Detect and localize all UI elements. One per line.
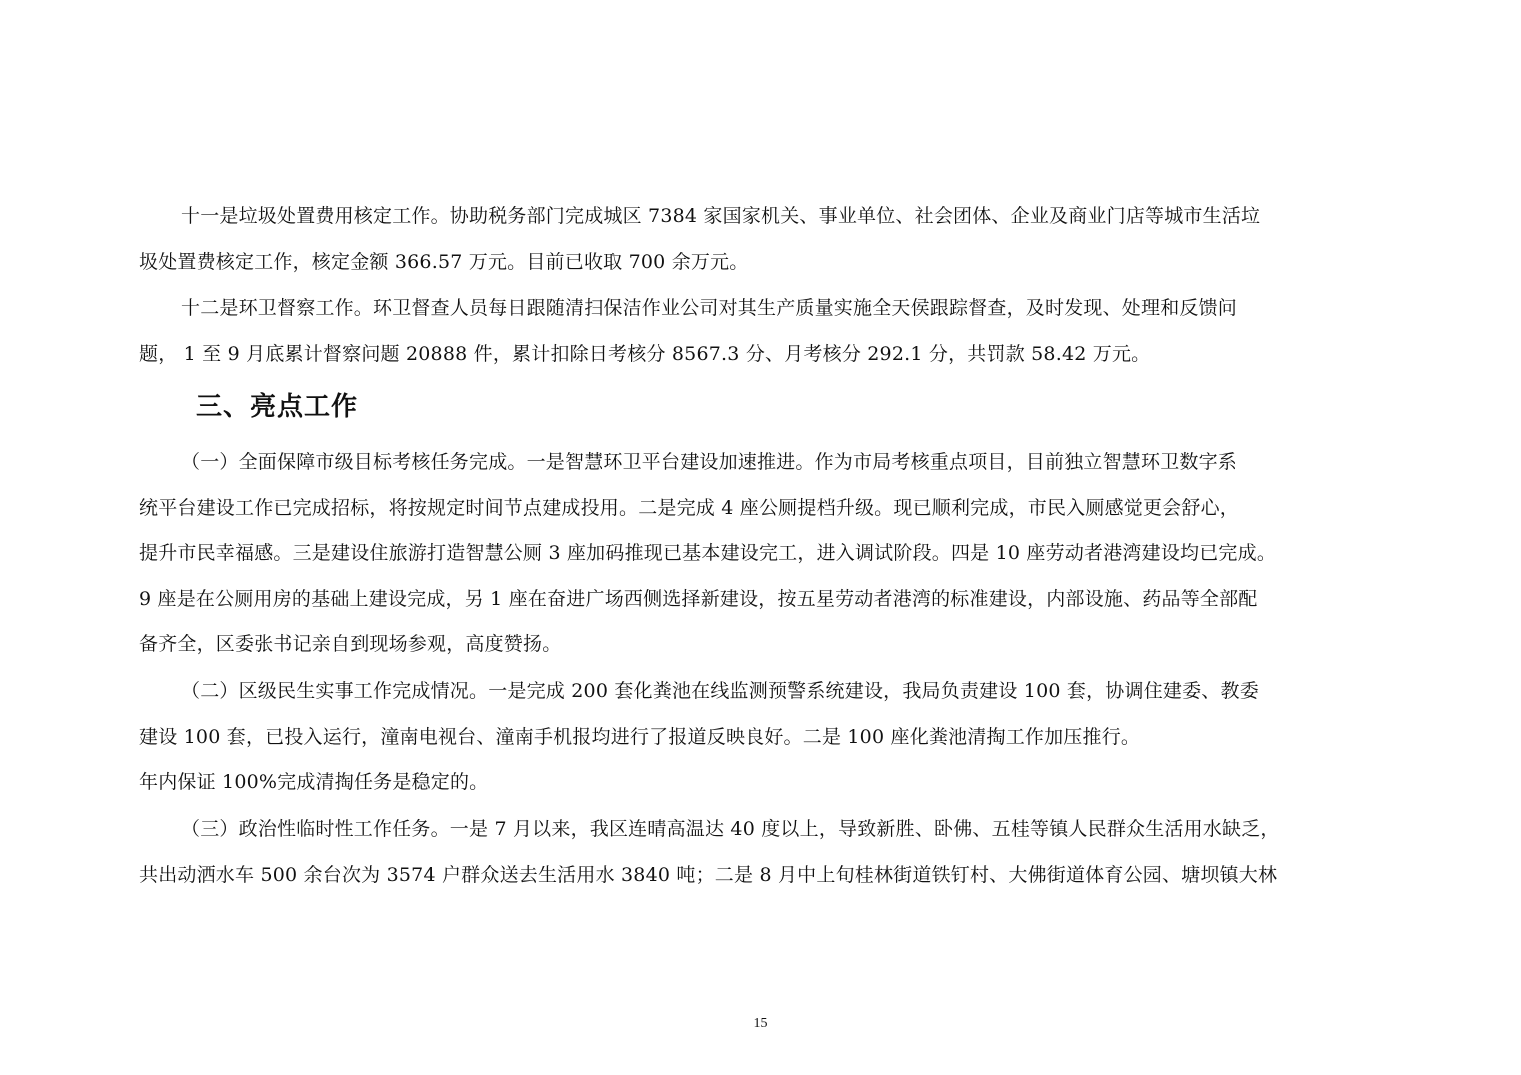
highlight-3-line-1: （三）政治性临时性工作任务。一是 7 月以来，我区连晴高温达 40 度以上，导致新胜、卧佛、五桂等镇人民群众生活用水缺乏， bbox=[181, 818, 1280, 840]
highlight-3-line-2: 共出动洒水车 500 余台次为 3574 户群众送去生活用水 3840 吨；二是 8 月中上旬桂林街道铁钉村、大佛街道体育公园、塘坝镇大林 bbox=[139, 864, 1278, 886]
highlight-2-line-3: 年内保证 100%完成清掏任务是稳定的。 bbox=[139, 771, 489, 793]
paragraph-12-line-1: 十二是环卫督察工作。环卫督查人员每日跟随清扫保洁作业公司对其生产质量实施全天侯跟踪督查，及时发现、处理和反馈问 bbox=[181, 297, 1238, 319]
highlight-1-line-5: 备齐全，区委张书记亲自到现场参观，高度赞扬。 bbox=[139, 633, 562, 655]
highlight-1-line-3: 提升市民幸福感。三是建设住旅游打造智慧公厕 3 座加码推现已基本建设完工，进入调试阶段。四是 10 座劳动者港湾建设均已完成。 bbox=[139, 542, 1277, 564]
highlight-1-line-4: 9 座是在公厕用房的基础上建设完成，另 1 座在奋进广场西侧选择新建设，按五星劳动者港湾的标准建设，内部设施、药品等全部配 bbox=[139, 588, 1258, 610]
paragraph-11-line-1: 十一是垃圾处置费用核定工作。协助税务部门完成城区 7384 家国家机关、事业单位、社会团体、企业及商业门店等城市生活垃 bbox=[181, 205, 1261, 227]
highlight-1-line-1: （一）全面保障市级目标考核任务完成。一是智慧环卫平台建设加速推进。作为市局考核重点项目，目前独立智慧环卫数字系 bbox=[181, 451, 1238, 473]
highlight-1-line-2: 统平台建设工作已完成招标，将按规定时间节点建成投用。二是完成 4 座公厕提档升级。现已顺利完成，市民入厕感觉更会舒心， bbox=[139, 497, 1239, 519]
highlight-2-line-2: 建设 100 套，已投入运行，潼南电视台、潼南手机报均进行了报道反映良好。二是 100 座化粪池清掏工作加压推行。 bbox=[139, 726, 1141, 748]
highlight-2-line-1: （二）区级民生实事工作完成情况。一是完成 200 套化粪池在线监测预警系统建设，我局负责建设 100 套，协调住建委、教委 bbox=[181, 680, 1259, 702]
paragraph-12-line-2: 题， 1 至 9 月底累计督察问题 20888 件，累计扣除日考核分 8567.3 分、月考核分 292.1 分，共罚款 58.42 万元。 bbox=[139, 343, 1151, 365]
section-heading: 三、亮点工作 bbox=[196, 392, 359, 422]
paragraph-11-line-2: 圾处置费核定工作，核定金额 366.57 万元。目前已收取 700 余万元。 bbox=[139, 251, 749, 273]
page-number: 15 bbox=[753, 1016, 768, 1031]
